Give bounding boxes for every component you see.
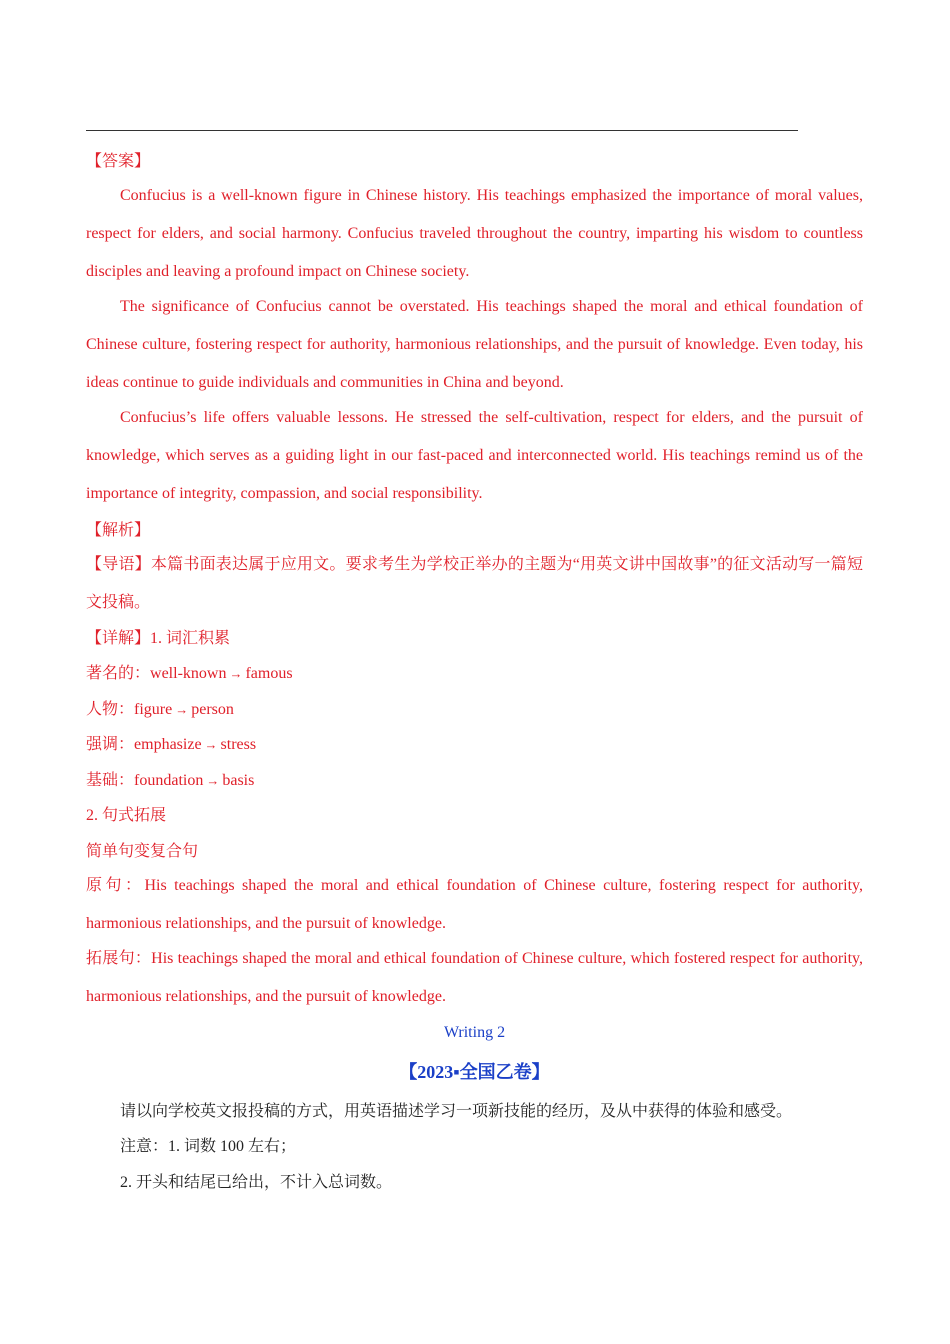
vocab-cn: 著名的： xyxy=(86,665,151,682)
writing2-prompt: 请以向学校英文报投稿的方式，用英语描述学习一项新技能的经历，及从中获得的体验和感受。 xyxy=(120,1103,793,1120)
vocab-from: emphasize xyxy=(134,736,202,753)
vocab-item xyxy=(86,664,293,684)
vocab-to: basis xyxy=(222,772,255,789)
writing2-title: Writing 2 xyxy=(443,1024,506,1041)
vocab-cn: 人物： xyxy=(86,701,135,718)
right-arrow-icon: → xyxy=(175,702,189,717)
right-arrow-icon: → xyxy=(206,773,220,788)
writing2-note-2: 2. 开头和结尾已给出，不计入总词数。 xyxy=(120,1174,393,1191)
vocab-cn: 强调： xyxy=(86,736,135,753)
answer-header: 【答案】 xyxy=(86,153,151,170)
guide-label: 【导语】 xyxy=(86,556,151,573)
expanded-text: His teachings shaped the moral and ethical foundation of Chinese culture, which fostered respect for authority, harmonious relationships, and the pursuit of knowledge. xyxy=(86,950,863,1005)
vocab-to: famous xyxy=(245,665,293,682)
guide-text: 本篇书面表达属于应用文。要求考生为学校正举办的主题为“用英文讲中国故事”的征文活动写一篇短文投稿。 xyxy=(86,556,863,611)
original-label: 原句： xyxy=(86,877,145,894)
detail-line xyxy=(86,629,230,649)
top-divider-line xyxy=(86,130,798,131)
guide-paragraph xyxy=(86,546,863,622)
vocab-item xyxy=(86,771,254,791)
vocab-item xyxy=(86,700,234,720)
vocab-item xyxy=(86,735,256,755)
vocab-to: stress xyxy=(220,736,257,753)
answer-paragraph-3: Confucius’s life offers valuable lessons. He stressed the self-cultivation, respect for elders, and the pursuit of knowledge, which serves as a guiding light in our fast-paced and interconnected world. His teachings remind us of the importance of integrity, compassion, and social responsibility. xyxy=(86,409,863,502)
original-text: His teachings shaped the moral and ethical foundation of Chinese culture, fostering respect for authority, harmonious relationships, and the pursuit of knowledge. xyxy=(86,877,863,932)
vocab-from: figure xyxy=(134,701,173,718)
vocab-to: person xyxy=(191,701,234,718)
writing2-exam-source: 【2023▪全国乙卷】 xyxy=(399,1062,550,1082)
section2-subtitle: 简单句变复合句 xyxy=(86,843,199,860)
vocab-from: well-known xyxy=(150,665,227,682)
vocab-cn: 基础： xyxy=(86,772,135,789)
vocab-from: foundation xyxy=(134,772,204,789)
expanded-sentence xyxy=(86,940,863,1016)
section2-title: 2. 句式拓展 xyxy=(86,807,167,824)
answer-paragraph-2: The significance of Confucius cannot be overstated. His teachings shaped the moral and ethical foundation of Chinese culture, fostering respect for authority, harmonious relationships, and the pursuit of knowledge. Even today, his ideas continue to guide individuals and communities in China and beyond. xyxy=(86,298,863,391)
writing2-note-1: 注意：1. 词数 100 左右； xyxy=(120,1138,297,1155)
analysis-header: 【解析】 xyxy=(86,522,151,539)
right-arrow-icon: → xyxy=(204,737,218,752)
answer-paragraph-1: Confucius is a well-known figure in Chinese history. His teachings emphasized the importance of moral values, respect for elders, and social harmony. Confucius traveled throughout the country, imparting his wisdom to countless disciples and leaving a profound impact on Chinese society. xyxy=(86,187,863,280)
right-arrow-icon: → xyxy=(229,666,243,681)
detail-first-item: 1. 词汇积累 xyxy=(150,630,231,647)
original-sentence xyxy=(86,867,863,943)
detail-label: 【详解】 xyxy=(86,630,151,647)
expanded-label: 拓展句： xyxy=(86,950,152,967)
